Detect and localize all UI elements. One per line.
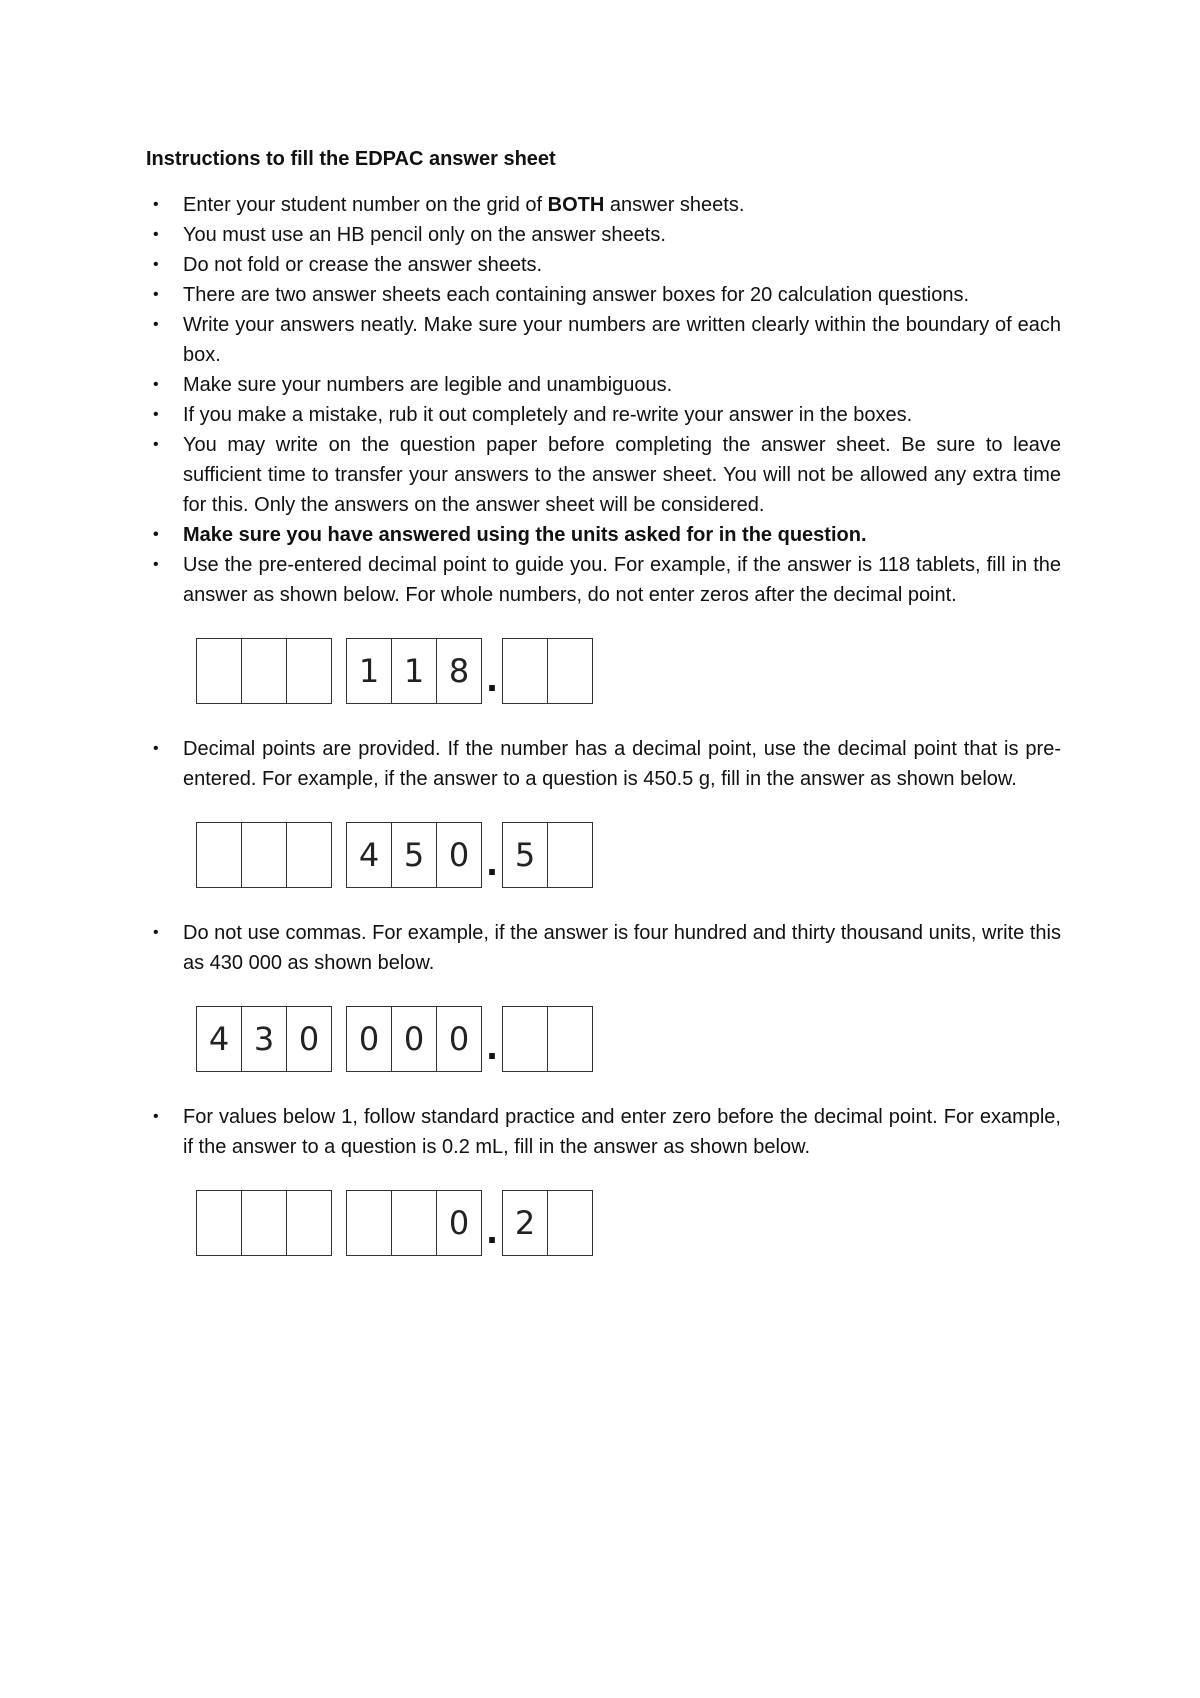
box-group bbox=[196, 638, 332, 704]
box-group bbox=[196, 822, 332, 888]
list-item bbox=[146, 370, 1061, 400]
list-item bbox=[146, 220, 1061, 250]
answer-cell: 4 bbox=[347, 823, 392, 887]
item-text: Enter your student number on the grid of bbox=[183, 194, 548, 216]
answer-cell: 0 bbox=[392, 1007, 437, 1071]
list-item bbox=[146, 1102, 1061, 1162]
item-text: Do not fold or crease the answer sheets. bbox=[183, 254, 543, 276]
page-title: Instructions to fill the EDPAC answer sheet bbox=[146, 148, 556, 170]
item-text: You may write on the question paper before completing the answer sheet. Be sure to leave sufficient time to transfer your answers to the answer sheet. You will not be allowed any extra time for this. Only the answers on the answer sheet will be considered. bbox=[183, 434, 1061, 516]
answer-cell bbox=[287, 1191, 331, 1255]
list-item bbox=[146, 918, 1061, 978]
item-text: If you make a mistake, rub it out completely and re-write your answer in the boxes. bbox=[183, 404, 913, 426]
list-item bbox=[146, 310, 1061, 370]
answer-cell bbox=[548, 1007, 592, 1071]
bullet-icon: • bbox=[153, 526, 159, 543]
answer-cell bbox=[548, 639, 592, 703]
instruction-list bbox=[146, 918, 1061, 978]
bullet-icon: • bbox=[153, 196, 159, 213]
bullet-icon: • bbox=[153, 406, 159, 423]
list-item bbox=[146, 190, 1061, 220]
item-text: Use the pre-entered decimal point to guide you. For example, if the answer is 118 tablets, fill in the answer as shown below. For whole numbers, do not enter zeros after the decimal point. bbox=[183, 554, 1061, 606]
answer-cell bbox=[197, 823, 242, 887]
answer-cell bbox=[548, 1191, 592, 1255]
bullet-icon: • bbox=[153, 1108, 159, 1125]
decimal-point: . bbox=[486, 840, 498, 884]
item-text: There are two answer sheets each containing answer boxes for 20 calculation questions. bbox=[183, 284, 970, 306]
instruction-list bbox=[146, 190, 1061, 610]
decimal-point: . bbox=[486, 1208, 498, 1252]
answer-cell: 4 bbox=[197, 1007, 242, 1071]
instruction-list bbox=[146, 734, 1061, 794]
answer-cell: 0 bbox=[448, 1020, 470, 1058]
answer-example-450-5 bbox=[196, 822, 1061, 888]
bullet-icon: • bbox=[153, 316, 159, 333]
box-group bbox=[346, 1190, 482, 1256]
list-item-emphasis bbox=[146, 520, 1061, 550]
answer-cell bbox=[392, 1191, 437, 1255]
answer-cell: 5 bbox=[503, 823, 548, 887]
answer-cell bbox=[503, 1007, 548, 1071]
item-text: For values below 1, follow standard practice and enter zero before the decimal point. For example, if the answer to a question is 0.2 mL, fill in the answer as shown below. bbox=[183, 1106, 1061, 1158]
decimal-point: . bbox=[486, 1024, 498, 1068]
answer-cell bbox=[242, 1191, 287, 1255]
bullet-icon: • bbox=[153, 286, 159, 303]
box-group bbox=[502, 822, 593, 888]
item-text-bold: BOTH bbox=[547, 194, 605, 216]
bullet-icon: • bbox=[153, 376, 159, 393]
answer-cell: 1 bbox=[392, 639, 437, 703]
answer-cell bbox=[503, 639, 548, 703]
list-item bbox=[146, 250, 1061, 280]
box-group bbox=[346, 822, 482, 888]
box-group bbox=[196, 1006, 332, 1072]
item-text: Do not use commas. For example, if the answer is four hundred and thirty thousand units, write this as 430 000 as shown below. bbox=[183, 922, 1061, 974]
answer-cell bbox=[242, 823, 287, 887]
answer-cell: 5 bbox=[392, 823, 437, 887]
box-group bbox=[346, 638, 482, 704]
bullet-icon: • bbox=[153, 256, 159, 273]
item-text: Write your answers neatly. Make sure your numbers are written clearly within the boundary of each box. bbox=[183, 314, 1061, 366]
answer-example-0-2 bbox=[196, 1190, 1061, 1256]
decimal-point: . bbox=[486, 656, 498, 700]
item-text: You must use an HB pencil only on the answer sheets. bbox=[183, 224, 666, 246]
answer-cell bbox=[197, 639, 242, 703]
bullet-icon: • bbox=[153, 924, 159, 941]
answer-cell: 1 bbox=[347, 639, 392, 703]
answer-cell bbox=[548, 823, 592, 887]
list-item bbox=[146, 550, 1061, 610]
answer-cell bbox=[242, 639, 287, 703]
list-item bbox=[146, 430, 1061, 520]
answer-cell: 3 bbox=[242, 1007, 287, 1071]
answer-cell: 0 bbox=[347, 1007, 392, 1071]
answer-cell: 8 bbox=[448, 652, 470, 690]
answer-cell: 0 bbox=[298, 1020, 320, 1058]
box-group bbox=[502, 1006, 593, 1072]
list-item bbox=[146, 400, 1061, 430]
bullet-icon: • bbox=[153, 436, 159, 453]
document-page bbox=[146, 144, 1061, 1286]
instruction-list bbox=[146, 1102, 1061, 1162]
answer-cell: 2 bbox=[503, 1191, 548, 1255]
answer-cell bbox=[197, 1191, 242, 1255]
answer-cell bbox=[287, 823, 331, 887]
item-text: Make sure your numbers are legible and unambiguous. bbox=[183, 374, 673, 396]
bullet-icon: • bbox=[153, 740, 159, 757]
answer-example-430000 bbox=[196, 1006, 1061, 1072]
box-group bbox=[502, 638, 593, 704]
list-item bbox=[146, 280, 1061, 310]
item-text: Decimal points are provided. If the number has a decimal point, use the decimal point that is pre-entered. For example, if the answer to a question is 450.5 g, fill in the answer as shown below. bbox=[183, 738, 1061, 790]
box-group bbox=[346, 1006, 482, 1072]
answer-cell: 0 bbox=[448, 836, 470, 874]
bullet-icon: • bbox=[153, 226, 159, 243]
box-group bbox=[196, 1190, 332, 1256]
answer-cell bbox=[287, 639, 331, 703]
list-item bbox=[146, 734, 1061, 794]
item-text: Make sure you have answered using the units asked for in the question. bbox=[183, 524, 867, 546]
bullet-icon: • bbox=[153, 556, 159, 573]
item-text: answer sheets. bbox=[604, 194, 745, 216]
answer-example-118 bbox=[196, 638, 1061, 704]
box-group bbox=[502, 1190, 593, 1256]
answer-cell bbox=[347, 1191, 392, 1255]
answer-cell: 0 bbox=[448, 1204, 470, 1242]
